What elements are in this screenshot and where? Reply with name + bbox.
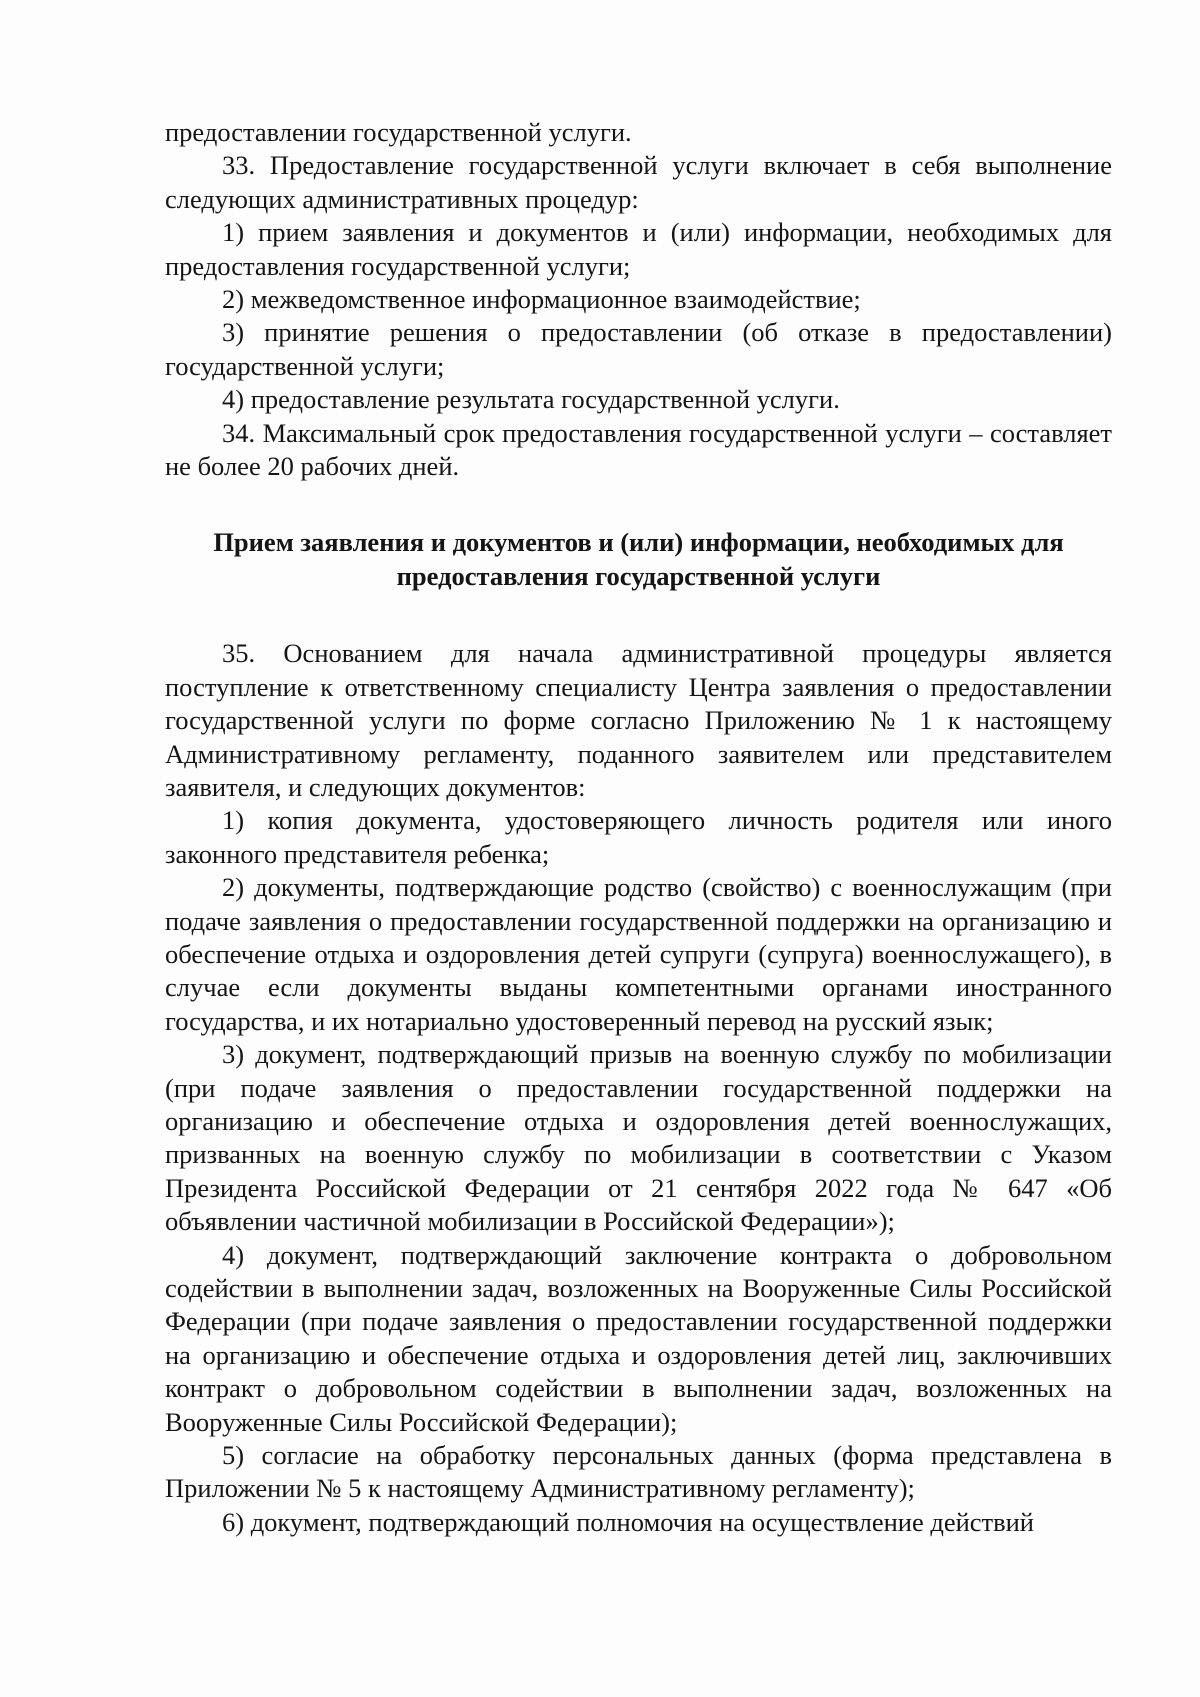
list-item-33-1: 1) прием заявления и документов и (или) информации, необходимых для предоставления государственной услуги; <box>165 217 1112 281</box>
list-item-33-2: 2) межведомственное информационное взаимодействие; <box>222 284 861 315</box>
list-item-35-2: 2) документы, подтверждающие родство (свойство) с военнослужащим (при подаче заявления о предоставлении государственной поддержки на организацию и обеспечение отдыха и оздоровления детей супруги (супруга) военнослужащего), в случае если документы выданы компетентными органами иностранного государства, и их нотариально удостоверенный перевод на русский язык; <box>165 872 1112 1036</box>
list-item-35-6: 6) документ, подтверждающий полномочия на осуществление действий <box>222 1506 1034 1537</box>
list-item-35-4: 4) документ, подтверждающий заключение контракта о добровольном содействии в выполнении задач, возложенных на Вооруженные Силы Российской Федерации (при подаче заявления о предоставлении государственной поддержки на организацию и обеспечение отдыха и оздоровления детей лиц, заключивших контракт о добровольном содействии в выполнении задач, возложенных на Вооруженные Силы Российской Федерации); <box>165 1239 1112 1437</box>
list-item-33-4: 4) предоставление результата государственной услуги. <box>222 384 840 415</box>
paragraph-continuation: предоставлении государственной услуги. <box>165 117 632 147</box>
paragraph-34: 34. Максимальный срок предоставления государственной услуги – составляет не более 20 рабочих дней. <box>165 417 1112 482</box>
document-body <box>165 116 1112 1539</box>
list-item-35-1: 1) копия документа, удостоверяющего личность родителя или иного законного представителя ребенка; <box>165 805 1112 869</box>
paragraph-33: 33. Предоставление государственной услуги включает в себя выполнение следующих административных процедур: <box>165 150 1112 214</box>
paragraph-35: 35. Основанием для начала административной процедуры является поступление к ответственному специалисту Центра заявления о предоставлении государственной услуги по форме согласно Приложению № 1 к настоящему Административному регламенту, поданного заявителем или представителем заявителя, и следующих документов: <box>165 638 1112 802</box>
list-item-35-3: 3) документ, подтверждающий призыв на военную службу по мобилизации (при подаче заявления о предоставлении государственной поддержки на организацию и обеспечение отдыха и оздоровления детей военнослужащих, призванных на военную службу по мобилизации в соответствии с Указом Президента Российской Федерации от 21 сентября 2022 года № 647 «Об объявлении частичной мобилизации в Российской Федерации»); <box>165 1039 1112 1237</box>
section-heading: Прием заявления и документов и (или) информации, необходимых для предоставления государственной услуги <box>213 527 1064 591</box>
list-item-33-3: 3) принятие решения о предоставлении (об отказе в предоставлении) государственной услуги; <box>165 317 1112 381</box>
list-item-35-5: 5) согласие на обработку персональных данных (форма представлена в Приложении № 5 к настоящему Административному регламенту); <box>165 1440 1112 1504</box>
